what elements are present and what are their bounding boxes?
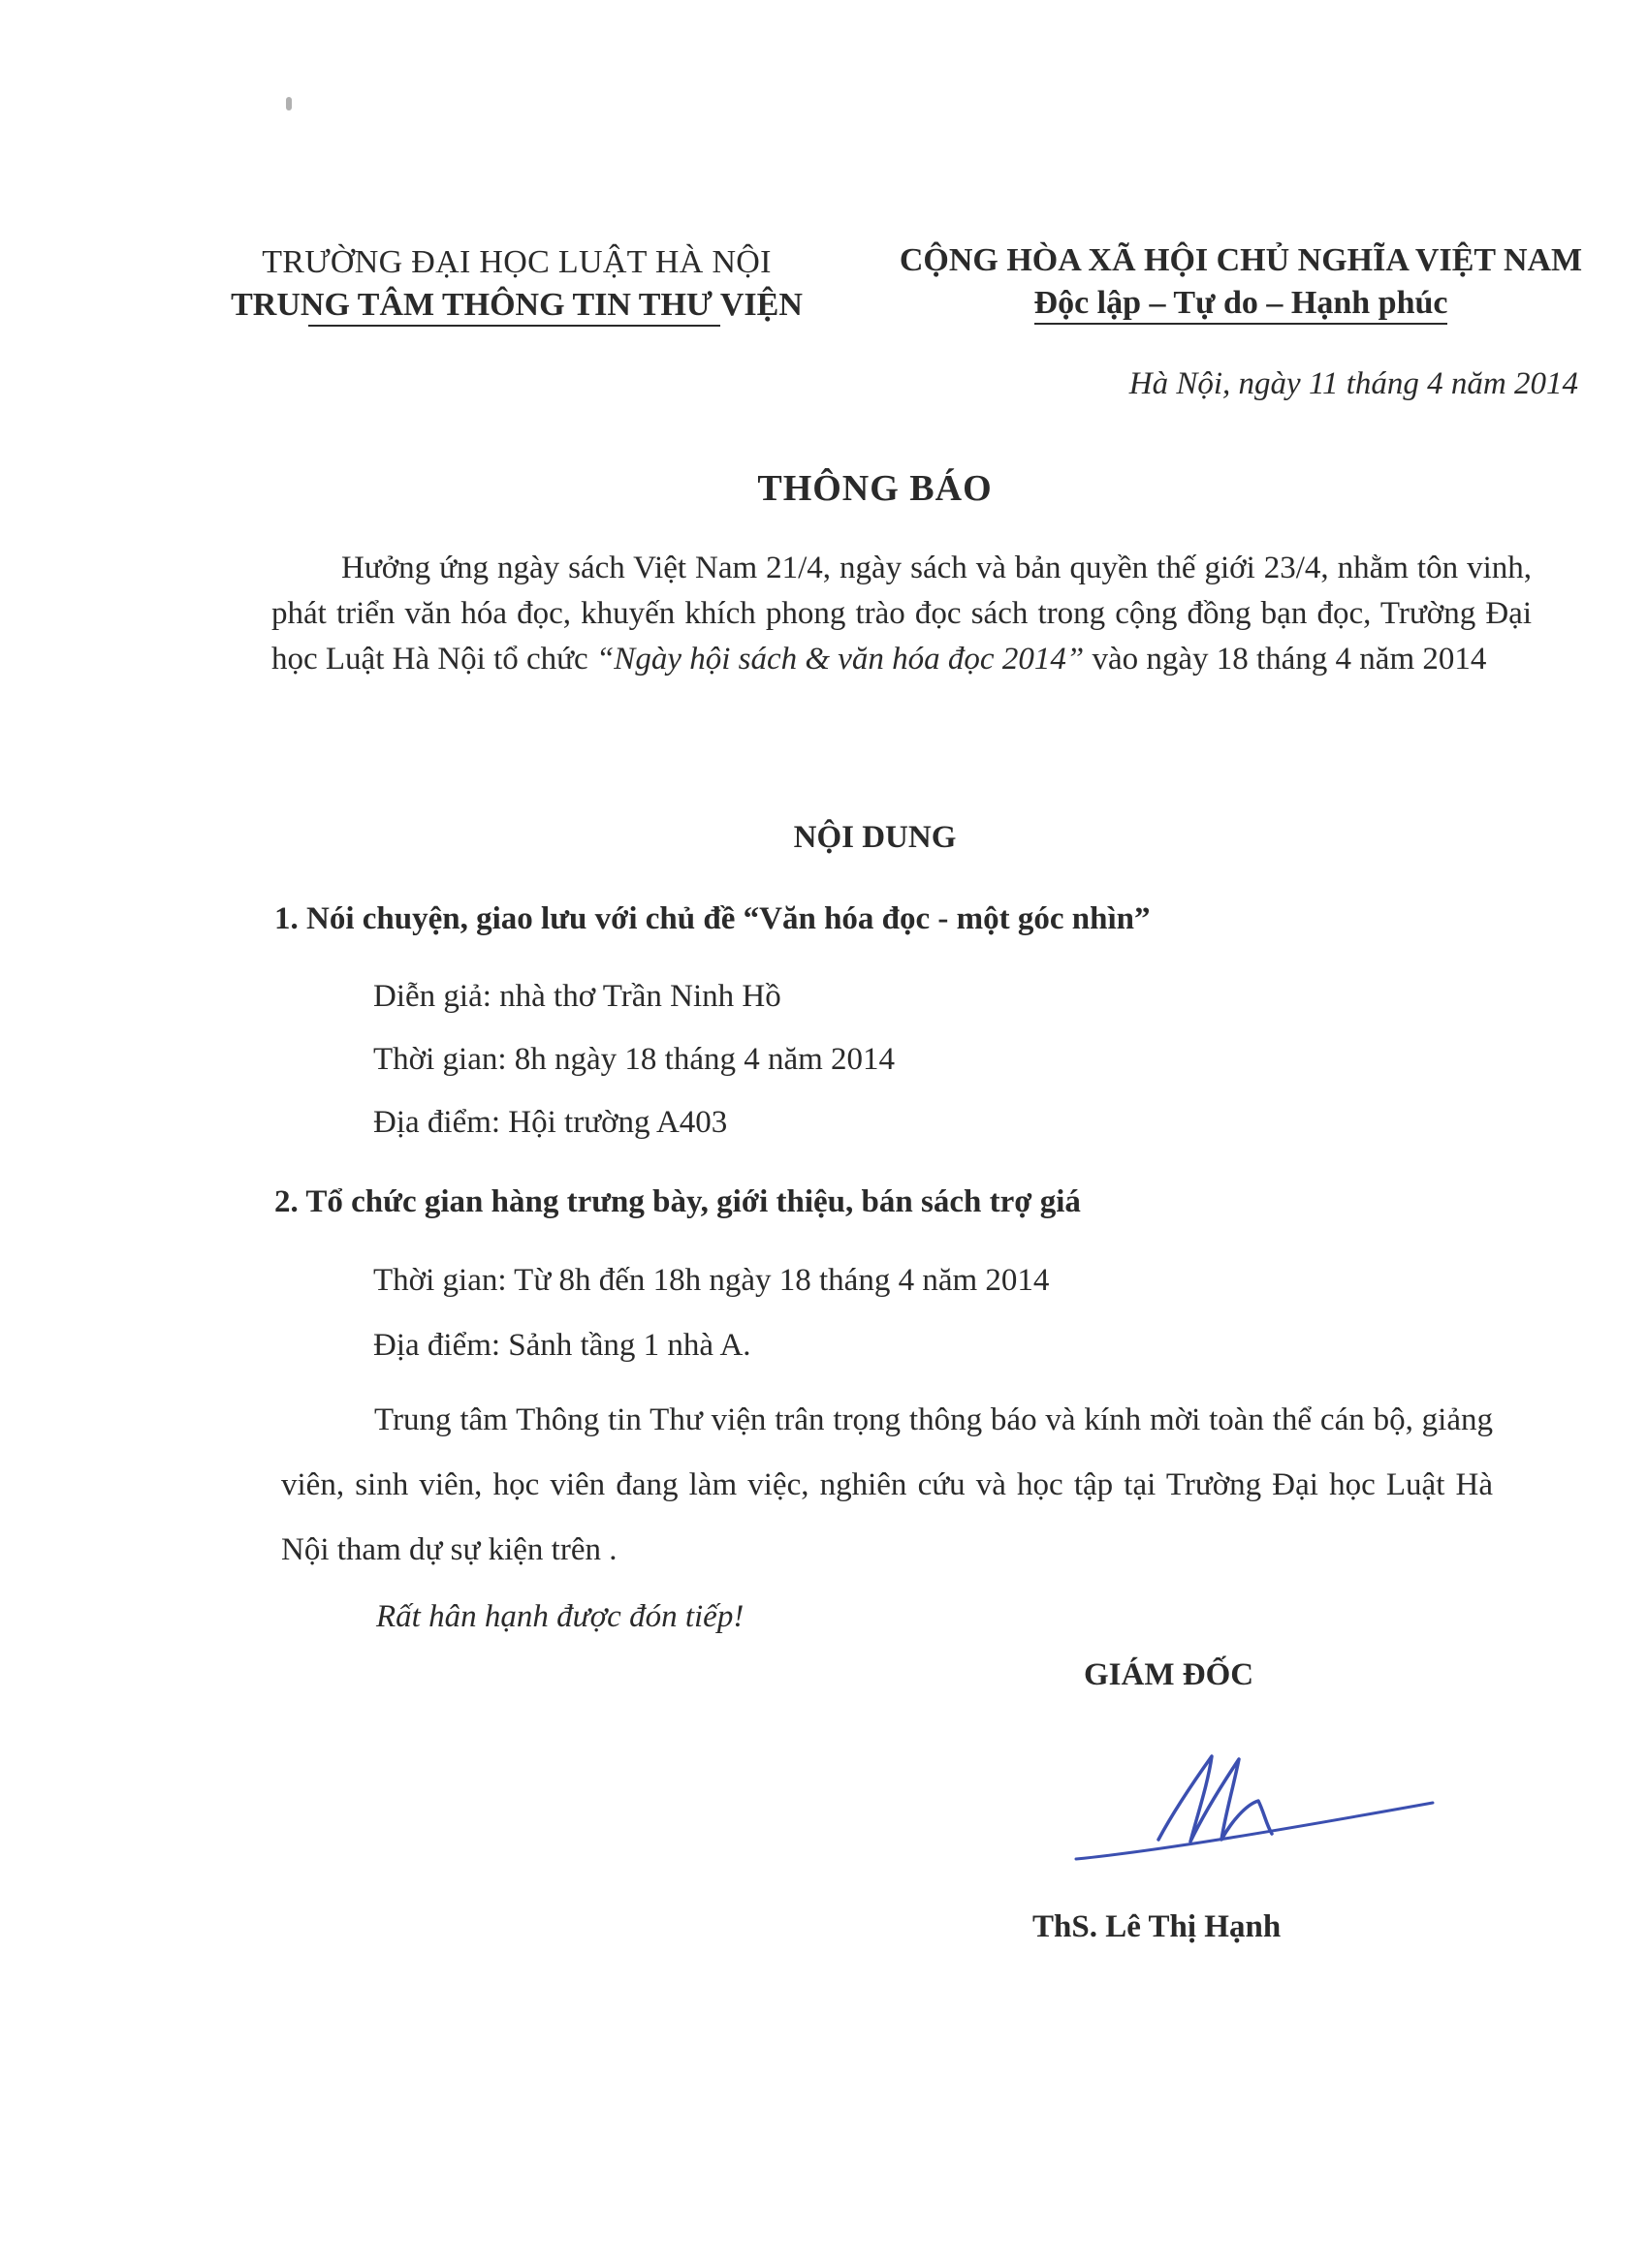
intro-event-name: “Ngày hội sách & văn hóa đọc 2014” bbox=[595, 642, 1085, 677]
center-name-underline bbox=[308, 325, 720, 327]
intro-paragraph bbox=[271, 546, 1532, 682]
item-2-venue: Địa điểm: Sảnh tầng 1 nhà A. bbox=[373, 1328, 751, 1363]
intro-text-end: vào ngày 18 tháng 4 năm 2014 bbox=[1084, 642, 1487, 677]
item-1-speaker: Diễn giả: nhà thơ Trần Ninh Hồ bbox=[373, 979, 781, 1014]
closing-paragraph: Trung tâm Thông tin Thư viện trân trọng thông báo và kính mời toàn thể cán bộ, giảng viên, sinh viên, học viên đang làm việc, nghiên cứu và học tập tại Trường Đại học Luật Hà Nội tham dự sự kiện trên . bbox=[281, 1402, 1493, 1567]
item-2-time: Thời gian: Từ 8h đến 18h ngày 18 tháng 4 năm 2014 bbox=[373, 1263, 1050, 1298]
handwritten-signature bbox=[1066, 1745, 1444, 1880]
document-date: Hà Nội, ngày 11 tháng 4 năm 2014 bbox=[1128, 366, 1578, 401]
signer-role: GIÁM ĐỐC bbox=[1084, 1657, 1254, 1692]
signer-name: ThS. Lê Thị Hạnh bbox=[1032, 1909, 1282, 1944]
section-title: NỘI DUNG bbox=[793, 820, 957, 855]
item-1-heading: 1. Nói chuyện, giao lưu với chủ đề “Văn hóa đọc - một góc nhìn” bbox=[274, 901, 1151, 936]
item-1-time: Thời gian: 8h ngày 18 tháng 4 năm 2014 bbox=[373, 1042, 896, 1077]
item-2-heading: 2. Tổ chức gian hàng trưng bày, giới thiệu, bán sách trợ giá bbox=[274, 1184, 1081, 1219]
regards-text: Rất hân hạnh được đón tiếp! bbox=[376, 1599, 745, 1634]
document-title: THÔNG BÁO bbox=[757, 468, 993, 509]
national-motto bbox=[863, 285, 1619, 322]
item-1-venue: Địa điểm: Hội trường A403 bbox=[373, 1105, 728, 1140]
university-name: TRƯỜNG ĐẠI HỌC LUẬT HÀ NỘI bbox=[262, 244, 772, 280]
scan-speck bbox=[286, 97, 292, 110]
national-title: CỘNG HÒA XÃ HỘI CHỦ NGHĨA VIỆT NAM bbox=[899, 242, 1583, 278]
intro-text: Hưởng ứng ngày sách Việt Nam 21/4, ngày sách và bản quyền thế giới 23/4, nhằm tôn vinh, phát triển văn hóa đọc, khuyến khích phong trào đọc sách trong cộng đồng bạn đọc, Trường Đại học Luật Hà Nội tổ chức bbox=[271, 551, 1532, 677]
national-motto-text: Độc lập – Tự do – Hạnh phúc bbox=[1034, 285, 1448, 325]
center-name: TRUNG TÂM THÔNG TIN THƯ VIỆN bbox=[231, 287, 803, 323]
